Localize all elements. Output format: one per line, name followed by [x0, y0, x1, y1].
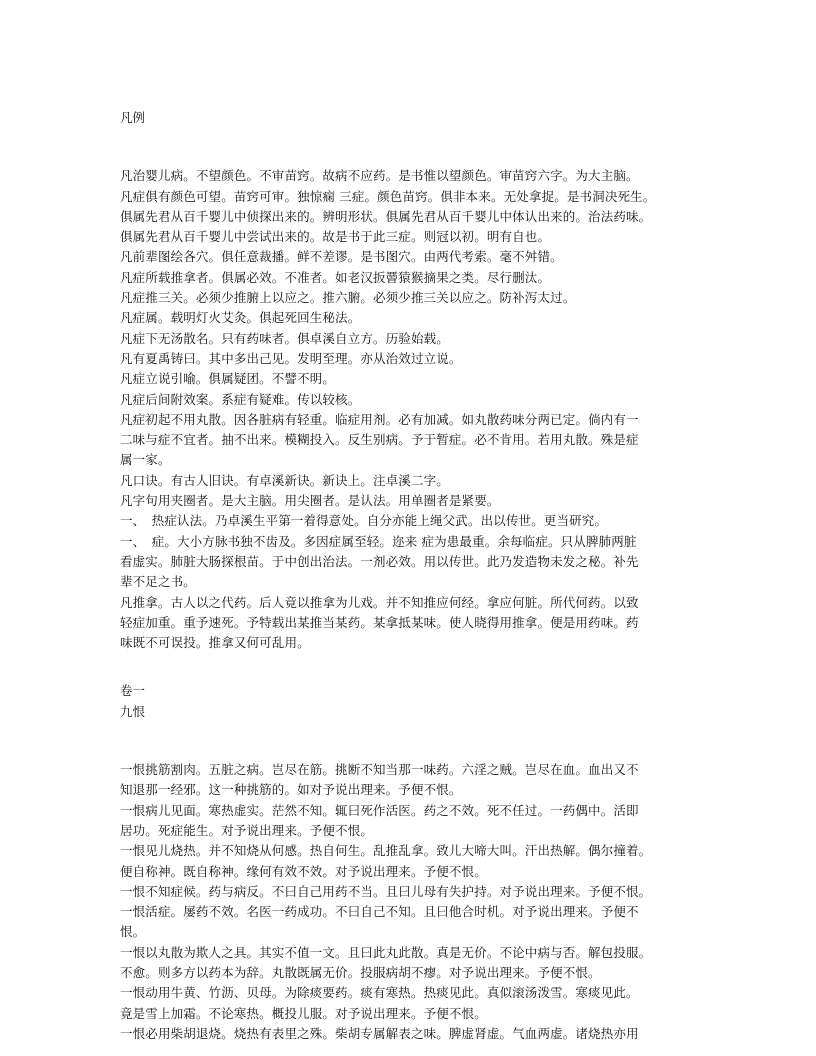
text-line: 凡前辈图绘各穴。俱任意裁播。鲜不差谬。是书图穴。由两代考索。毫不舛错。 [120, 249, 563, 265]
text-line: 凡治婴儿病。不望颜色。不审苗窍。故病不应药。是书惟以望颜色。审苗窍六字。为大主脑。 [120, 168, 639, 184]
chapter-body [120, 760, 700, 1044]
text-line: 属一家。 [120, 452, 171, 468]
text-line: 凡有夏禹铸曰。其中多出己见。发明至理。亦从治效过立说。 [120, 350, 462, 366]
text-line: 看虚实。肺脏大肠探根苗。于中创出治法。一剂必效。用以传世。此乃发造物未发之秘。补先 [120, 553, 639, 569]
spacer [120, 653, 700, 681]
text-line: 凡字句用夹圈者。是大主脑。用尖圈者。是认法。用单圈者是紧要。 [120, 493, 500, 509]
text-line: 一恨必用柴胡退烧。烧热有表里之殊。柴胡专属解表之味。脾虚肾虚。气血两虚。诸烧热亦用 [120, 1025, 639, 1041]
text-line: 不愈。则多方以药本为辞。丸散既属无价。投服病胡不瘳。对予说出理来。予便不恨。 [120, 964, 601, 980]
text-line: 凡症后间附效案。系症有疑难。传以较核。 [120, 391, 361, 407]
text-line: 俱属先君从百千婴儿中尝试出来的。故是书于此三症。则冠以初。明有自也。 [120, 229, 551, 245]
text-line: 凡推拿。古人以之代药。后人竟以推拿为儿戏。并不知推应何经。拿应何脏。所代何药。以致 [120, 594, 639, 610]
spacer [120, 722, 700, 760]
text-line: 一恨活症。屡药不效。名医一药成功。不曰自己不知。且曰他合时机。对予说出理来。予便不 [120, 904, 639, 920]
volume-title: 卷一 [120, 683, 146, 699]
text-line: 凡症立说引喻。俱属疑团。不譬不明。 [120, 371, 336, 387]
text-line: 一恨挑筋割肉。五脏之病。岂尽在筋。挑断不知当那一味药。六淫之贼。岂尽在血。血出又不 [120, 762, 639, 778]
text-line: 凡症所载推拿者。俱属必效。不准者。如老汉扳罾猿猴摘果之类。尽行删汰。 [120, 269, 551, 285]
text-line: 凡症推三关。必须少推腑上以应之。推六腑。必须少推三关以应之。防补泻太过。 [120, 290, 576, 306]
text-line: 轻症加重。重予速死。予特载出某推当某药。某拿抵某味。使人晓得用推拿。便是用药味。药 [120, 614, 639, 630]
spacer [120, 128, 700, 166]
preface-title: 凡例 [120, 110, 146, 125]
text-line: 居功。死症能生。对予说出理来。予便不恨。 [120, 822, 374, 838]
text-line: 味既不可误投。推拿又何可乱用。 [120, 635, 310, 651]
text-line: 一恨病儿见面。寒热虚实。茫然不知。辄曰死作活医。药之不效。死不任过。一药偶中。活即 [120, 802, 639, 818]
chapter-title: 九恨 [120, 703, 146, 719]
document-page [120, 108, 700, 1044]
text-line: 便自称神。既自称神。缘何有效不效。对予说出理来。予便不恨。 [120, 863, 487, 879]
text-line: 辈不足之书。 [120, 574, 196, 590]
text-line: 一恨见儿烧热。并不知烧从何感。热自何生。乱推乱拿。致儿大啼大叫。汗出热解。偶尔撞着。 [120, 843, 652, 859]
text-line: 二味与症不宜者。抽不出来。模糊投入。反生别病。予于暂症。必不肯用。若用丸散。殊是症 [120, 432, 639, 448]
preface-body [120, 166, 700, 653]
text-line: 恨。 [120, 924, 146, 940]
text-line: 凡症初起不用丸散。因各脏病有轻重。临症用剂。必有加减。如丸散药味分两已定。倘内有一 [120, 411, 639, 427]
text-line: 俱属先君从百千婴儿中侦探出来的。辨明形状。俱属先君从百千婴儿中体认出来的。治法药味。 [120, 208, 652, 224]
text-line: 知退那一经邪。这一种挑筋的。如对予说出理来。予便不恨。 [120, 782, 462, 798]
text-line: 竟是雪上加霜。不论寒热。概投儿服。对予说出理来。予便不恨。 [120, 1005, 487, 1021]
text-line: 一恨以丸散为欺人之具。其实不值一文。且曰此丸此散。真是无价。不论中病与否。解包投服。 [120, 944, 652, 960]
text-line: 一恨不知症候。药与病反。不曰自己用药不当。且曰儿母有失护持。对予说出理来。予便不恨。 [120, 883, 652, 899]
text-line: 凡症俱有颜色可望。苗窍可审。独惊痫 三症。颜色苗窍。俱非本来。无处拿捉。是书洞决死生。 [120, 188, 656, 204]
text-line: 一恨动用牛黄、竹沥、贝母。为除痰要药。痰有寒热。热痰见此。真似滚汤泼雪。寒痰见此。 [120, 985, 639, 1001]
text-line: 一、 热症认法。乃卓溪生平第一着得意处。自分亦能上绳父武。出以传世。更当研究。 [120, 513, 608, 529]
text-line: 凡口诀。有古人旧诀。有卓溪新诀。新诀上。注卓溪二字。 [120, 472, 449, 488]
text-line: 凡症下无汤散名。只有药味者。俱卓溪自立方。历验始载。 [120, 330, 449, 346]
text-line: 凡症属。载明灯火艾灸。俱起死回生秘法。 [120, 310, 361, 326]
text-line: 一、 症。大小方脉书独不齿及。多因症属至轻。迩来 症为患最重。余每临症。只从脾肺两脏 [120, 533, 637, 549]
